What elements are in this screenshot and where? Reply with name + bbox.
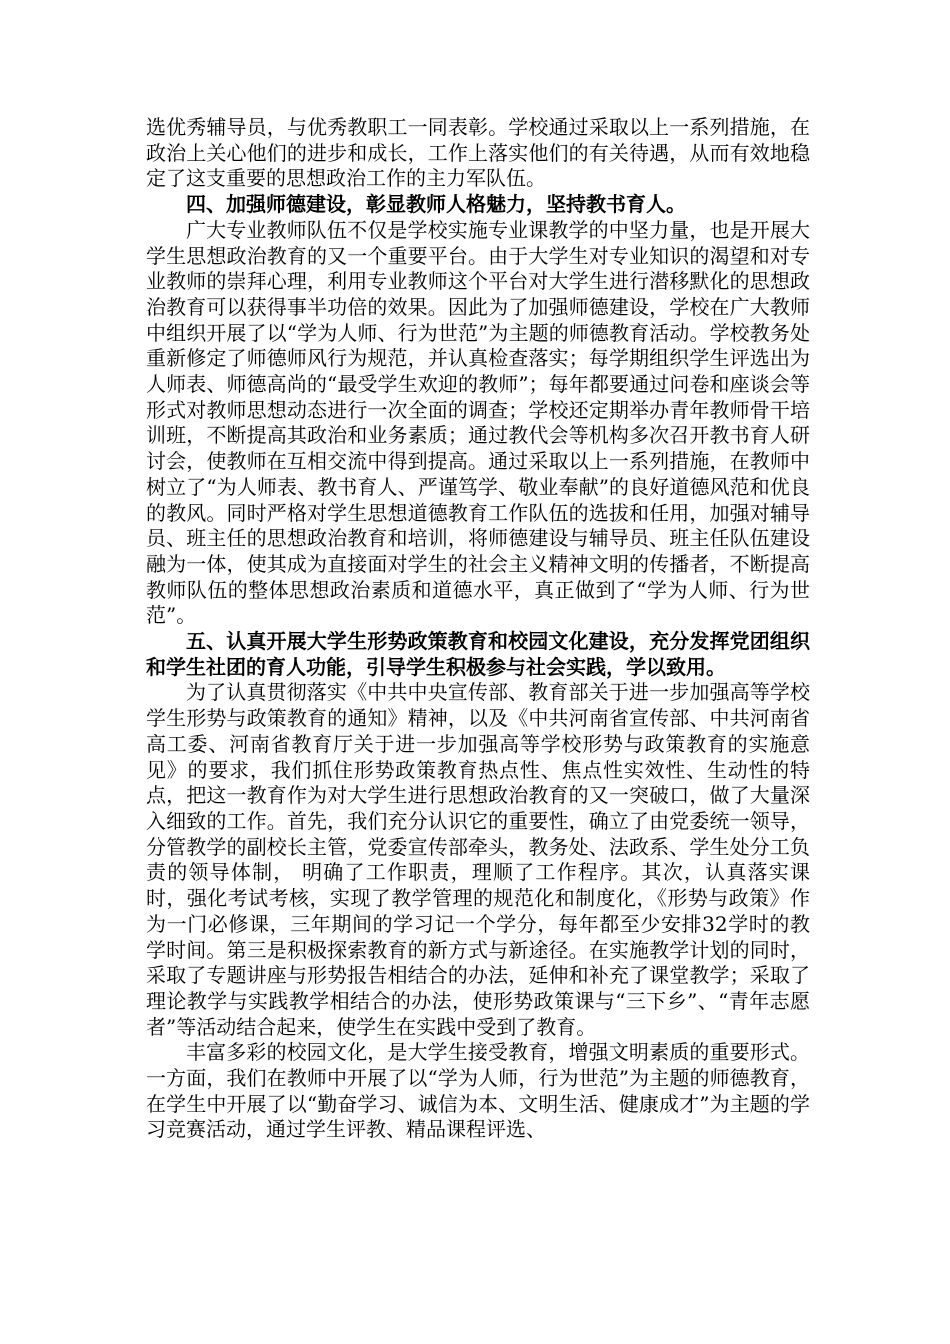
- paragraph-teacher-ethics: 广大专业教师队伍不仅是学校实施专业课教学的中坚力量，也是开展大学生思想政治教育的又一个重要平台。由于大学生对专业知识的渴望和对专业教师的崇拜心理，利用专业教师这个平台对大学生进行潜移默化的思想政治教育可以获得事半功倍的效果。因此为了加强师德建设，学校在广大教师中组织开展了以“学为人师、行为世范”为主题的师德教育活动。学校教务处重新修定了师德师风行为规范，并认真检查落实；每学期组织学生评选出为人师表、师德高尚的“最受学生欢迎的教师”；每年都要通过问卷和座谈会等形式对教师思想动态进行一次全面的调查；学校还定期举办青年教师骨干培训班，不断提高其政治和业务素质；通过教代会等机构多次召开教书育人研讨会，使教师在互相交流中得到提高。通过采取以上一系列措施，在教师中树立了“为人师表、教书育人、严谨笃学、敬业奉献”的良好道德风范和优良的教风。同时严格对学生思想道德教育工作队伍的选拔和任用，加强对辅导员、班主任的思想政治教育和培训，将师德建设与辅导员、班主任队伍建设融为一体，使其成为直接面对学生的社会主义精神文明的传播者，不断提高教师队伍的整体思想政治素质和道德水平，真正做到了“学为人师、行为世范”。: [146, 217, 810, 628]
- section-heading-4: 四、加强师德建设，彰显教师人格魅力，坚持教书育人。: [186, 192, 686, 217]
- paragraph-policy-education: 为了认真贯彻落实《中共中央宣传部、教育部关于进一步加强高等学校学生形势与政策教育的通知》精神，以及《中共河南省宣传部、中共河南省高工委、河南省教育厅关于进一步加强高等学校形势与政策教育的实施意见》的要求，我们抓住形势政策教育热点性、焦点性实效性、生动性的特点，把这一教育作为对大学生进行思想政治教育的又一突破口，做了大量深入细致的工作。首先，我们充分认识它的重要性，确立了由党委统一领导，分管教学的副校长主管，党委宣传部牵头，教务处、法政系、学生处分工负责的领导体制， 明确了工作职责，理顺了工作程序。其次，认真落实课时，强化考试考核，实现了教学管理的规范化和制度化，《形势与政策》作为一门必修课，三年期间的学习记一个学分，每年都至少安排32学时的教学时间。第三是积极探索教育的新方式与新途径。在实施教学计划的同时，采取了专题讲座与形势报告相结合的办法，延伸和补充了课堂教学；采取了理论教学与实践教学相结合的办法，使形势政策课与“三下乡”、“青年志愿者”等活动结合起来，使学生在实践中受到了教育。: [146, 680, 810, 1039]
- paragraph-continued: 选优秀辅导员，与优秀教职工一同表彰。学校通过采取以上一系列措施，在政治上关心他们的进步和成长，工作上落实他们的有关待遇，从而有效地稳定了这支重要的思想政治工作的主力军队伍。: [146, 115, 810, 191]
- section-heading-5: 五、认真开展大学生形势政策教育和校园文化建设，充分发挥党团组织和学生社团的育人功能，引导学生积极参与社会实践，学以致用。: [146, 629, 810, 679]
- document-page: [146, 115, 810, 1143]
- paragraph-campus-culture: 丰富多彩的校园文化，是大学生接受教育，增强文明素质的重要形式。一方面，我们在教师中开展了以“学为人师，行为世范”为主题的师德教育，在学生中开展了以“勤奋学习、诚信为本、文明生活、健康成才”为主题的学习竞赛活动，通过学生评教、精品课程评选、: [146, 1040, 810, 1142]
